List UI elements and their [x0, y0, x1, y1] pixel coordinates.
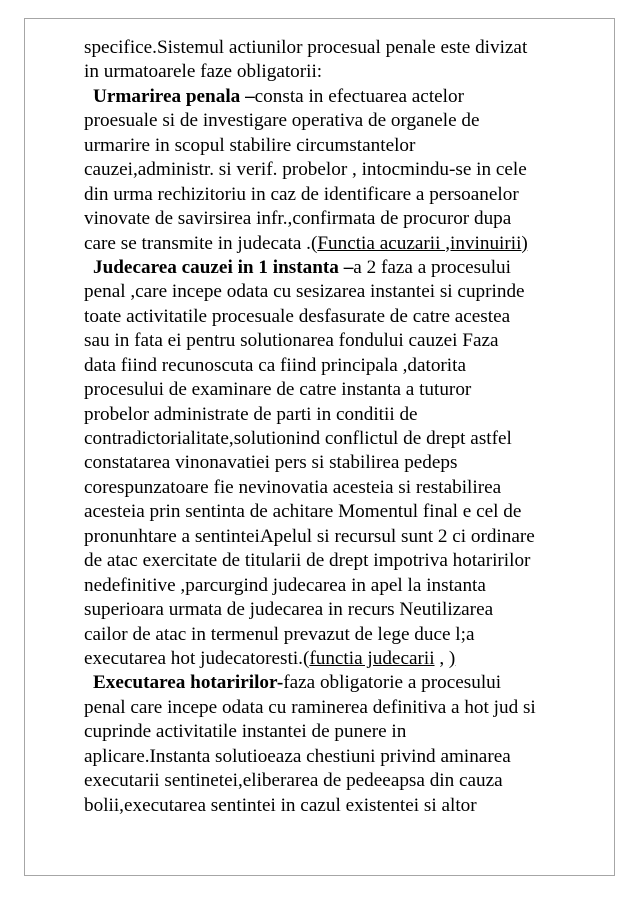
- underlined-note: ): [448, 647, 456, 669]
- text-line: [84, 574, 604, 598]
- text-fragment: cailor de atac in termenul prevazut de lege duce l;a: [84, 623, 475, 645]
- text-fragment: probelor administrate de parti in conditii de: [84, 403, 418, 425]
- text-line: [84, 305, 604, 329]
- text-line: [84, 134, 604, 158]
- text-line: [84, 794, 604, 818]
- heading-term: –: [343, 256, 354, 278]
- text-line: [84, 623, 604, 647]
- text-fragment: executarii sentinetei,eliberarea de pedeeapsa din cauza: [84, 770, 503, 792]
- text-line: [84, 256, 604, 280]
- text-line: [84, 329, 604, 353]
- heading-term: Executarea hotaririlor-: [93, 672, 284, 694]
- text-fragment: corespunzatoare fie nevinovatia acesteia si restabilirea: [84, 476, 502, 498]
- text-fragment: ,: [434, 647, 449, 669]
- text-fragment: consta in efectuarea actelor: [254, 85, 464, 107]
- heading-term: –: [245, 85, 255, 107]
- text-line: [84, 427, 604, 451]
- text-line: [84, 354, 604, 378]
- text-fragment: proesuale si de investigare operativa de organele de: [84, 110, 480, 132]
- text-fragment: data fiind recunoscuta ca fiind principala ,datorita: [84, 354, 466, 376]
- text-line: [84, 525, 604, 549]
- text-fragment: nedefinitive ,parcurgind judecarea in apel la instanta: [84, 574, 486, 596]
- text-line: [84, 598, 604, 622]
- text-line: [84, 500, 604, 524]
- text-fragment: a 2 faza a procesului: [353, 256, 511, 278]
- text-line: [84, 85, 604, 109]
- text-line: [84, 158, 604, 182]
- text-fragment: in urmatoarele faze obligatorii:: [84, 61, 323, 83]
- text-line: [84, 720, 604, 744]
- text-fragment: acesteia prin sentinta de achitare Momentul final e cel de: [84, 501, 522, 523]
- text-fragment: penal ,care incepe odata cu sesizarea instantei si cuprinde: [84, 281, 525, 303]
- text-fragment: executarea hot judecatoresti.(: [84, 647, 310, 669]
- text-line: [84, 647, 604, 671]
- underlined-note: Functia acuzarii ,invinuirii): [317, 232, 528, 254]
- text-fragment: bolii,executarea sentintei in cazul existentei si altor: [84, 794, 477, 816]
- text-line: [84, 109, 604, 133]
- text-fragment: faza obligatorie a procesului: [283, 672, 502, 694]
- text-fragment: aplicare.Instanta solutioeaza chestiuni privind aminarea: [84, 745, 511, 767]
- text-fragment: de atac exercitate de titularii de drept impotriva hotaririlor: [84, 550, 531, 572]
- text-fragment: care se transmite in judecata .(: [84, 232, 318, 254]
- text-fragment: specifice.Sistemul actiunilor procesual penale este divizat: [84, 37, 528, 58]
- text-line: [84, 183, 604, 207]
- text-line: [84, 207, 604, 231]
- text-fragment: toate activitatile procesuale desfasurate de catre acestea: [84, 305, 511, 327]
- text-line: [84, 60, 604, 84]
- text-line: [84, 451, 604, 475]
- text-line: [84, 403, 604, 427]
- text-fragment: contradictorialitate,solutionind conflictul de drept astfel: [84, 428, 512, 449]
- heading-term: Urmarirea penala: [93, 85, 241, 107]
- text-line: [84, 378, 604, 402]
- text-line: [84, 769, 604, 793]
- text-fragment: cauzei,administr. si verif. probelor , intocmindu-se in cele: [84, 159, 527, 181]
- text-line: [84, 36, 604, 60]
- text-line: [84, 671, 604, 695]
- text-fragment: penal care incepe odata cu raminerea definitiva a hot jud si: [84, 696, 536, 718]
- text-line: [84, 232, 604, 256]
- text-line: [84, 280, 604, 304]
- text-line: [84, 745, 604, 769]
- text-fragment: sau in fata ei pentru solutionarea fondului cauzei Faza: [84, 330, 499, 352]
- text-fragment: vinovate de savirsirea infr.,confirmata de procuror dupa: [84, 208, 512, 230]
- document-text-body: [84, 36, 604, 818]
- text-fragment: superioara urmata de judecarea in recurs Neutilizarea: [84, 599, 494, 621]
- text-fragment: urmarire in scopul stabilire circumstantelor: [84, 134, 416, 156]
- text-fragment: din urma rechizitoriu in caz de identificare a persoanelor: [84, 183, 519, 205]
- text-fragment: constatarea vinonavatiei pers si stabilirea pedeps: [84, 452, 458, 474]
- text-line: [84, 696, 604, 720]
- text-fragment: cuprinde activitatile instantei de punere in: [84, 721, 407, 743]
- underlined-note: functia judecarii: [309, 647, 435, 669]
- text-fragment: pronunhtare a sentinteiApelul si recursul sunt 2 ci ordinare: [84, 525, 535, 547]
- heading-term: Judecarea cauzei in 1 instanta: [93, 256, 339, 278]
- text-line: [84, 549, 604, 573]
- text-line: [84, 476, 604, 500]
- text-fragment: procesului de examinare de catre instanta a tuturor: [84, 379, 472, 401]
